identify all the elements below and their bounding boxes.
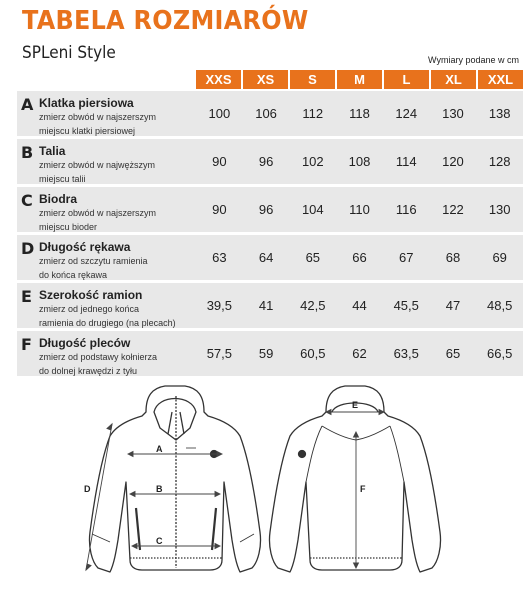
table-cell: 64: [258, 250, 274, 265]
table-cell: 122: [442, 202, 464, 217]
table-cell: 116: [395, 202, 417, 217]
table-cell: 63: [212, 250, 227, 265]
table-row: [17, 139, 523, 184]
table-cell: 44: [352, 298, 367, 313]
table-cell: 45,5: [393, 298, 419, 313]
row-letter: A: [21, 95, 34, 114]
measure-label-d: D: [84, 484, 91, 494]
row-label: [17, 91, 196, 136]
row-values: [196, 91, 523, 136]
row-letter: B: [21, 143, 34, 162]
page-title: TABELA ROZMIARÓW: [22, 6, 309, 36]
measurement-hint: zmierz od szczytu ramienia: [39, 256, 148, 266]
row-label: [17, 331, 196, 376]
measurement-hint: do końca rękawa: [39, 270, 108, 280]
row-letter: E: [21, 287, 32, 306]
table-cell: 69: [492, 250, 507, 265]
row-letter: F: [21, 335, 32, 354]
measure-label-f: F: [360, 484, 366, 494]
table-cell: 100: [208, 106, 231, 121]
row-description: [39, 91, 156, 136]
table-cell: 108: [348, 154, 371, 169]
row-values: [196, 331, 523, 376]
jacket-diagram: [70, 382, 460, 597]
size-table: [17, 91, 523, 379]
measurement-name: Klatka piersiowa: [39, 96, 134, 110]
row-letter: C: [21, 191, 33, 210]
table-cell: 60,5: [300, 346, 326, 361]
measure-label-c: C: [156, 536, 163, 546]
size-header: XXS: [196, 70, 241, 89]
table-cell: 114: [395, 154, 417, 169]
table-row: [17, 331, 523, 376]
table-cell: 59: [258, 346, 274, 361]
row-values: [196, 283, 523, 328]
row-label: [17, 139, 196, 184]
table-cell: 130: [488, 202, 511, 217]
table-cell: 48,5: [487, 298, 513, 313]
size-header: M: [337, 70, 382, 89]
row-description: [39, 139, 155, 184]
row-description: [39, 235, 148, 280]
measurement-hint: zmierz obwód w najwęższym: [39, 160, 156, 170]
table-cell: 112: [302, 106, 324, 121]
table-cell: 110: [349, 202, 370, 217]
size-header: XS: [243, 70, 288, 89]
row-values: [196, 235, 523, 280]
brand-subtitle: SPLeni Style: [22, 43, 116, 63]
measurement-hint: zmierz obwód w najszerszym: [39, 112, 157, 122]
measurement-name: Talia: [39, 144, 66, 158]
row-label: [17, 187, 196, 232]
table-cell: 65: [445, 346, 461, 361]
table-cell: 90: [212, 154, 227, 169]
table-cell: 66,5: [487, 346, 513, 361]
size-header: L: [384, 70, 429, 89]
row-letter: D: [21, 239, 35, 258]
table-cell: 120: [442, 154, 464, 169]
row-description: [39, 331, 157, 376]
size-header-row: [196, 70, 523, 89]
table-cell: 62: [352, 346, 367, 361]
table-row: [17, 91, 523, 136]
table-cell: 90: [212, 202, 227, 217]
table-cell: 102: [301, 154, 324, 169]
table-row: [17, 235, 523, 280]
table-cell: 68: [445, 250, 461, 265]
measurement-hint: miejscu talii: [39, 174, 86, 184]
measurement-hint: zmierz obwód w najszerszym: [39, 208, 157, 218]
table-cell: 106: [255, 106, 277, 121]
table-cell: 57,5: [206, 346, 233, 361]
measurement-hint: miejscu bioder: [39, 222, 98, 232]
table-row: [17, 187, 523, 232]
back-jacket-outline: [269, 386, 440, 572]
table-cell: 47: [445, 298, 461, 313]
table-cell: 41: [258, 298, 274, 313]
measure-label-e: E: [352, 400, 359, 410]
table-cell: 118: [349, 106, 370, 121]
size-header: S: [290, 70, 335, 89]
table-cell: 63,5: [393, 346, 419, 361]
table-cell: 96: [258, 154, 274, 169]
table-cell: 128: [488, 154, 511, 169]
size-header: XXL: [478, 70, 523, 89]
measurement-hint: ramienia do drugiego (na plecach): [39, 318, 176, 328]
table-cell: 67: [399, 250, 414, 265]
row-label: [17, 235, 196, 280]
measurement-hint: zmierz od jednego końca: [39, 304, 140, 314]
measure-label-a: A: [156, 444, 163, 454]
measurement-hint: miejscu klatki piersiowej: [39, 126, 136, 136]
table-cell: 130: [442, 106, 464, 121]
measurement-name: Biodra: [39, 192, 78, 206]
table-cell: 124: [395, 106, 418, 121]
row-values: [196, 187, 523, 232]
row-description: [39, 283, 176, 328]
table-cell: 66: [352, 250, 367, 265]
table-cell: 39,5: [206, 298, 233, 313]
measurement-name: Długość pleców: [39, 336, 131, 350]
table-cell: 96: [258, 202, 274, 217]
size-header: XL: [431, 70, 476, 89]
table-row: [17, 283, 523, 328]
row-values: [196, 139, 523, 184]
row-description: [39, 187, 156, 232]
table-cell: 42,5: [300, 298, 326, 313]
measure-label-b: B: [156, 484, 163, 494]
measurement-hint: zmierz od podstawy kołnierza: [39, 352, 158, 362]
row-label: [17, 283, 196, 328]
table-cell: 65: [305, 250, 321, 265]
front-jacket-outline: [89, 386, 260, 572]
measurement-hint: do dolnej krawędzi z tyłu: [39, 366, 138, 376]
measurement-name: Długość rękawa: [39, 240, 131, 254]
table-cell: 138: [488, 106, 511, 121]
measurement-name: Szerokość ramion: [39, 288, 143, 302]
table-cell: 104: [301, 202, 324, 217]
unit-note: Wymiary podane w cm: [428, 55, 519, 65]
